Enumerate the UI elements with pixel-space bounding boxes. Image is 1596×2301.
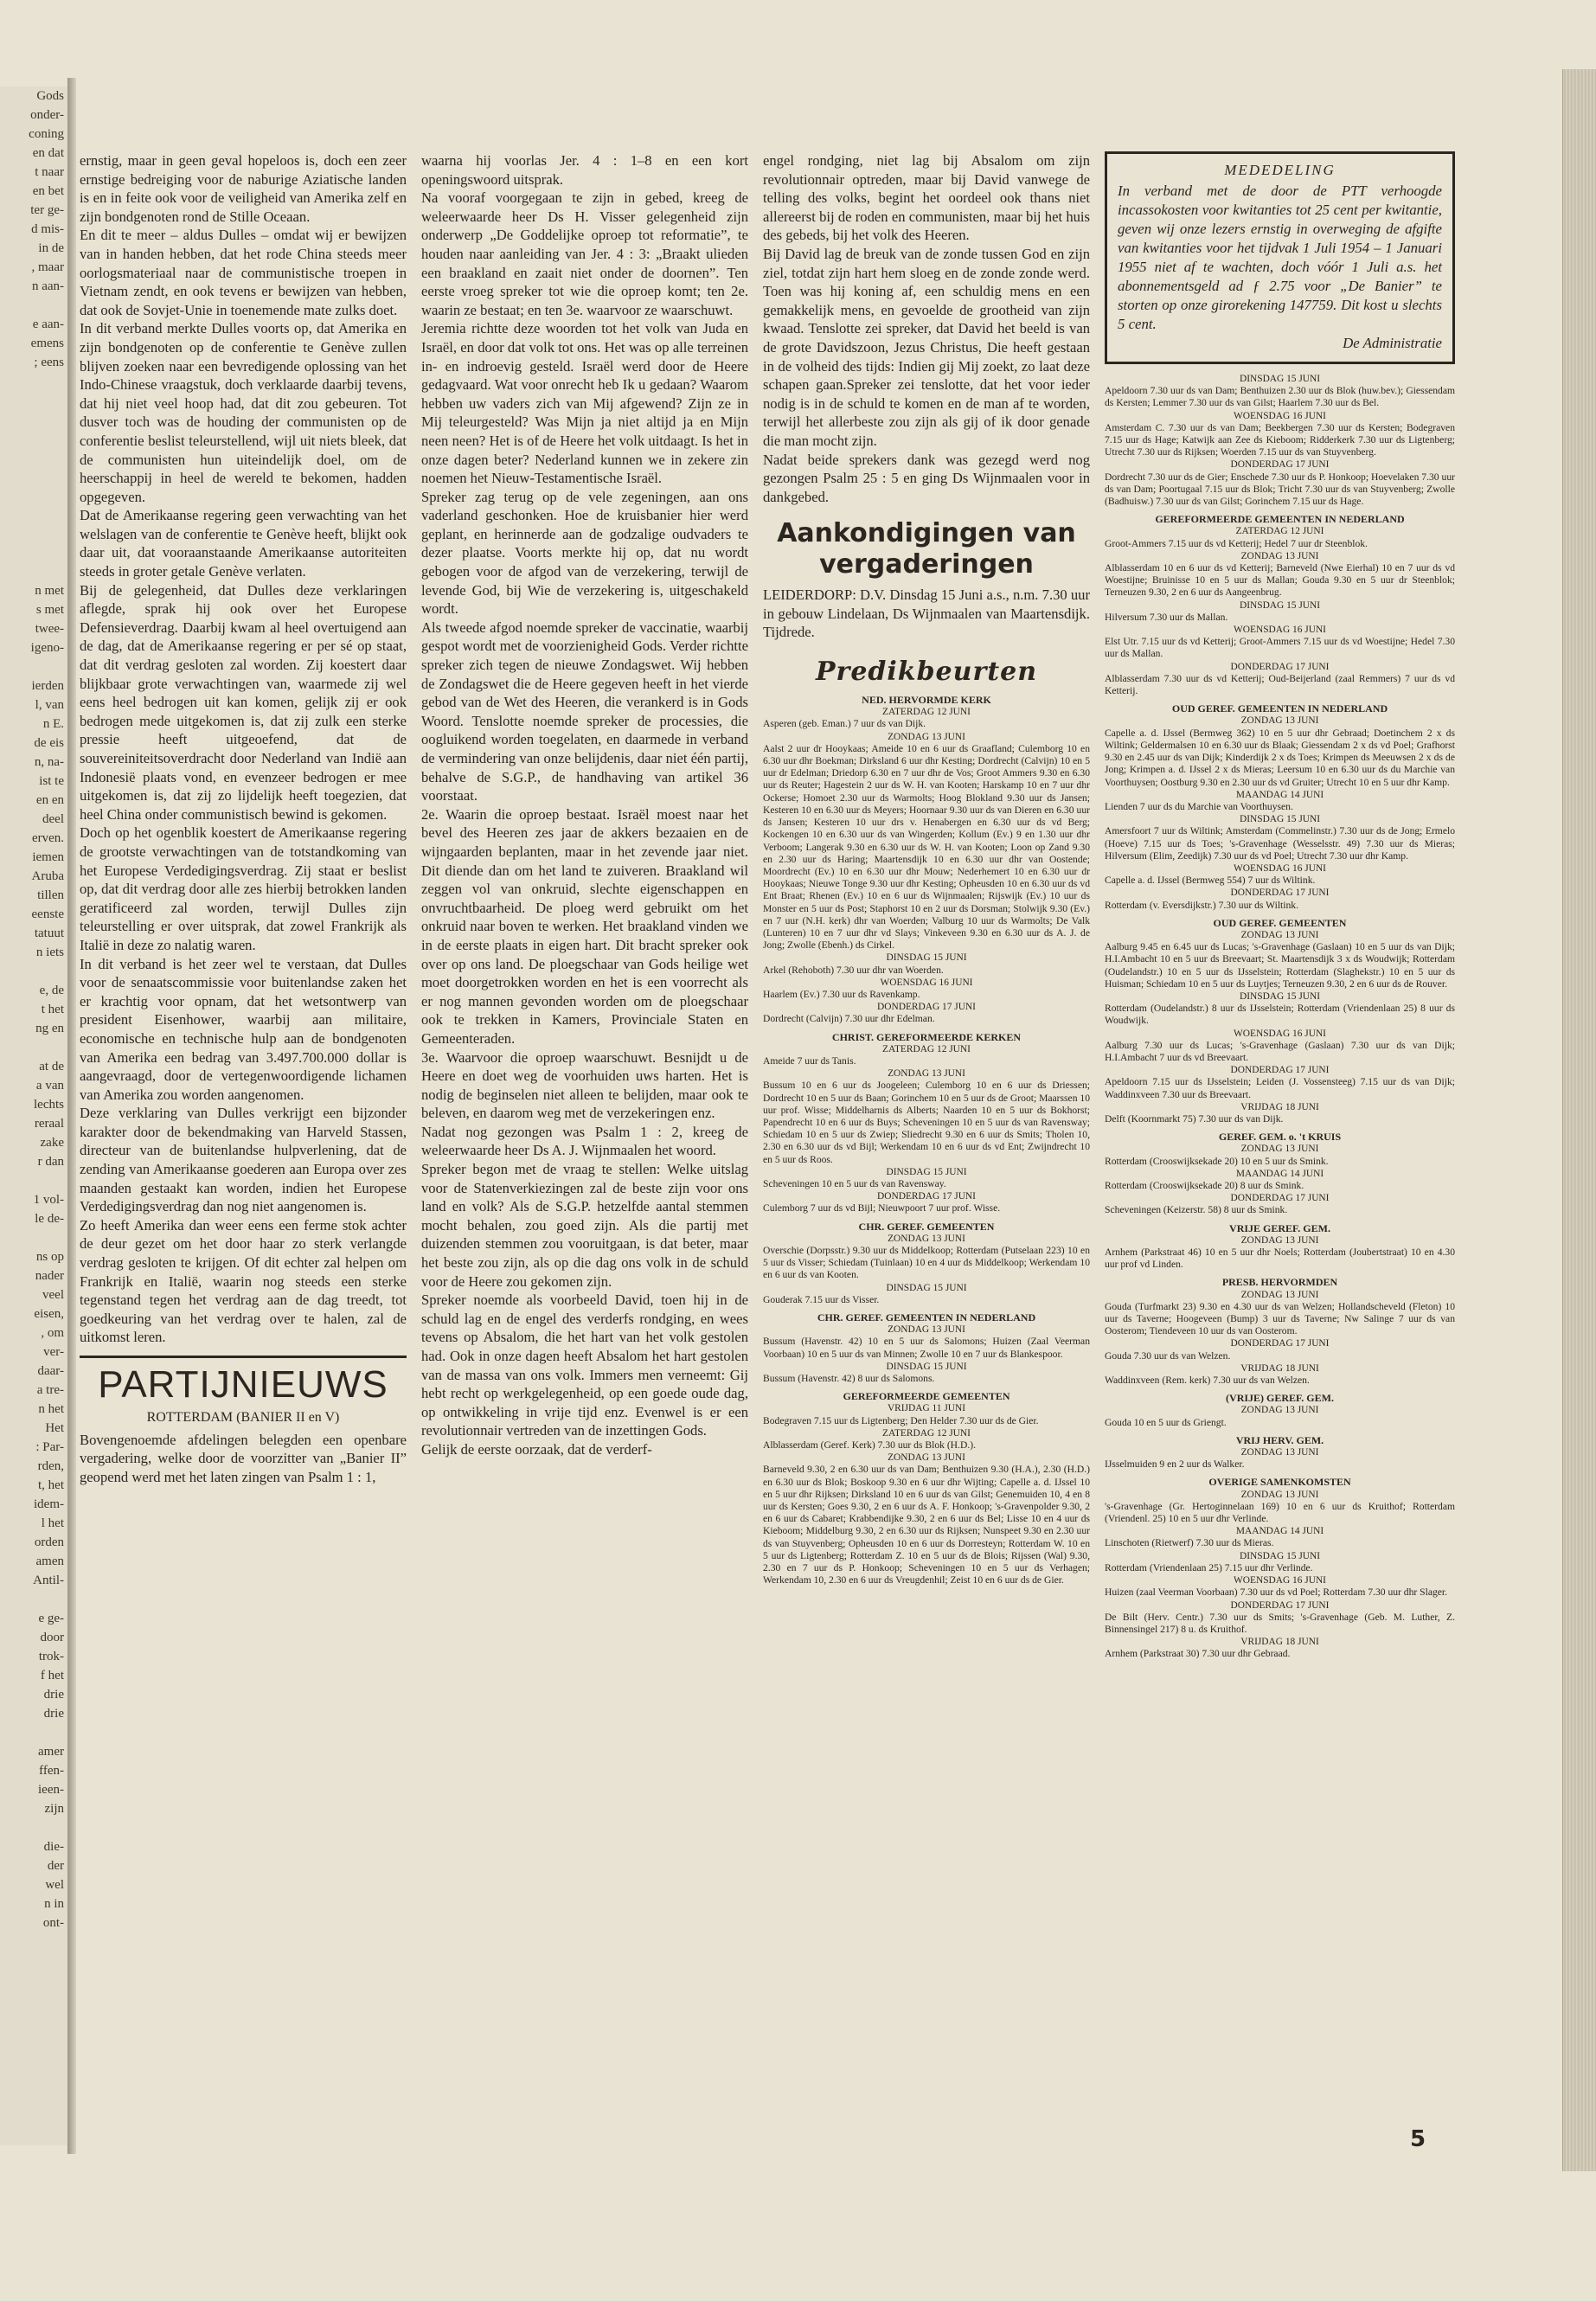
column-3-body: [763, 151, 1090, 506]
date-heading: ZATERDAG 12 JUNI: [882, 1427, 971, 1439]
date-heading: MAANDAG 14 JUNI: [1235, 1168, 1324, 1179]
previous-page-fragment: veel: [42, 1288, 64, 1302]
previous-page-fragment: der: [47, 1859, 64, 1873]
previous-page-fragment: a van: [35, 1079, 64, 1093]
article-paragraph: Jeremia richtte deze woorden tot het volk van Juda en Israël, en door dat volk tot ons. Het was op alle terreinen in- en indroevig gesteld. Israël werd door de Heere gedagvaard. Wat voor onrecht heb Ik u gedaan? Waarom hebben uw vaders zich van Mij afgewend? Zijn ze in Mij teleurgesteld? Was Mijn ja niet altijd ja en Mijn neen neen? Het is of de Heere het volk uitdaagt. Is het in onze dagen beter? Nederland kunnen we in zekere zin noemen het Nieuw-Testamentische Israël.: [421, 320, 748, 487]
date-heading: DINSDAG 15 JUNI: [1239, 814, 1321, 825]
article-paragraph: Spreker noemde als voorbeeld David, toen hij in de schuld lag en de engel des verderfs rondging, en wees tevens op Absalom, die het hart van het volk gestolen had. Ook in onze dagen heeft Absalom het hart gestolen van de massa van ons volk. Immers men verneemt: Gij hebt recht op werkgelegenheid, op een goede oude dag, op ontwikkeling in vrije tijd enz. Evenwel is er een revolutionnair vertreden van de inzettingen Gods.: [421, 1292, 748, 1439]
service-listing: Barneveld 9.30, 2 en 6.30 uur ds van Dam; Benthuizen 9.30 (H.A.), 2.30 (H.D.) en 6.30 uur ds Blok; Boskoop 9.30 en 6 uur dhr Wijting; Capelle a. d. IJssel 10 en 5 uur dhr Rijksen; Dirksland 10 en 6 uur ds van Gilst; Genemuiden 10, 4 en 8 uur ds Kersten; Goes 9.30, 2 en 6 uur ds A. F. Honkoop; 's-Gravenpolder 9.30, 2 en 6 uur ds Cabaret; Krabbendijke 9.30, 2 en 6 uur ds Bel; Lisse 10 en 4 uur ds Kieboom; Middelburg 9.30, 2 en 6.30 uur ds Rijksen; Nunspeet 9.30 en 2.30 uur ds van Stuyvenberg; Opheusden 10 en 6 uur ds Dorresteyn; Rotterdam W. 10 en 5 uur ds Ligtenberg; Rotterdam Z. 10 en 5 uur ds de Blois; Rijssen (Wal) 9.30, 2.30 en 7 uur ds P. Honkoop; Scheveningen 10 en 5 uur ds Verhagen; Werkendam 10, 2.30 en 6 uur ds Vreugdenhil; Zeist 10 en 6 uur ds de Gier.: [763, 1464, 1090, 1586]
service-listing: Culemborg 7 uur ds vd Bijl; Nieuwpoort 7 uur prof. Wisse.: [763, 1202, 1001, 1215]
column-4: [1105, 151, 1455, 1661]
column-3: [763, 151, 1090, 1586]
date-heading: WOENSDAG 16 JUNI: [1234, 625, 1326, 636]
date-heading: ZATERDAG 12 JUNI: [882, 1043, 971, 1054]
service-listing: Arkel (Rehoboth) 7.30 uur dhr van Woerden.: [763, 964, 944, 976]
service-listing: Rotterdam (Crooswijksekade 20) 10 en 5 uur ds Smink.: [1105, 1155, 1329, 1167]
date-heading: DONDERDAG 17 JUNI: [1230, 1338, 1330, 1349]
stacked-pages-edge: [1562, 69, 1596, 2171]
service-listing: Gouda 10 en 5 uur ds Griengt.: [1105, 1416, 1227, 1428]
article-paragraph: engel rondging, niet lag bij Absalom om zijn revolutionnair optreden, maar bij David vanwege de telling des volks, begint het oordeel ook thans niet allereerst bij de roden en communisten, maar bij het huis des gebeds, bij het volk des Heeren.: [763, 152, 1090, 244]
previous-page-fragment: [0, 1590, 67, 1609]
date-heading: VRIJDAG 18 JUNI: [1240, 1101, 1319, 1112]
date-heading: DINSDAG 15 JUNI: [886, 1282, 967, 1293]
service-listing: Scheveningen 10 en 5 uur ds van Ravensway.: [763, 1177, 946, 1189]
previous-page-fragment: eisen,: [34, 1307, 64, 1321]
date-heading: ZATERDAG 12 JUNI: [882, 707, 971, 718]
previous-page-fragment: [0, 448, 67, 467]
date-heading: DONDERDAG 17 JUNI: [877, 1002, 976, 1013]
service-listing: Lienden 7 uur ds du Marchie van Voorthuysen.: [1105, 800, 1293, 812]
date-heading: DONDERDAG 17 JUNI: [1230, 1193, 1330, 1204]
previous-page-fragment: a tre-: [36, 1383, 64, 1397]
previous-page-fragment: t het: [41, 1003, 64, 1016]
previous-page-fragment: twee-: [35, 622, 64, 636]
service-listing: Elst Utr. 7.15 uur ds vd Ketterij; Groot-Ammers 7.15 uur ds vd Woestijne; Hedel 7.30 uur ds Mallan.: [1105, 636, 1455, 660]
column-2: [421, 151, 748, 1459]
previous-page-fragment: n het: [38, 1402, 64, 1416]
previous-page-fragment: [0, 562, 67, 581]
previous-page-fragment: Gods: [36, 89, 64, 103]
date-heading: DONDERDAG 17 JUNI: [1230, 1065, 1330, 1076]
previous-page-fragment: [0, 543, 67, 562]
date-heading: MAANDAG 14 JUNI: [1235, 789, 1324, 800]
article-paragraph: In dit verband merkte Dulles voorts op, dat Amerika en zijn bondgenoten op de conferentie te Genève zullen blijven zoeken naar een bevredigende oplossing van het Indo-Chinese vraagstuk, doch verklaarde daarbij tevens, dat hij niet veel hoop had, dat dit zou gebeuren. Tot dusver toch was de houding der communisten op de conferentie beslist teleurstellend, wijl uit niets bleek, dat de communisten hun uiteindelijk doel, om de heerschappij in heel de wereld te bekomen, hadden opgegeven.: [80, 320, 407, 505]
service-listing: Bussum 10 en 6 uur ds Joogeleen; Culemborg 10 en 6 uur ds Driessen; Dordrecht 10 en 5 uur ds Baan; Gorinchem 10 en 5 uur ds de Groot; Maarssen 10 uur prof. Wisse; Middelharnis ds Alberts; Naarden 10 en 5 uur ds Bokhorst; Papendrecht 10 en 6 uur ds Buys; Scheveningen 10 en 5 uur ds van Ravensway; Schiedam 10 en 5 uur ds Zwiep; Sliedrecht 9.30 en 6 uur ds Smits; Tholen 10, 2.30 en 6.30 uur ds vd Bijl; Werkendam 10 en 6 uur ds vd Ent; Zwijndrecht 10 en 5 uur ds Roos.: [763, 1080, 1090, 1165]
sermons-heading: Predikbeurten: [815, 657, 1038, 688]
previous-page-fragment: [0, 486, 67, 505]
notice-title: MEDEDELING: [1224, 162, 1336, 178]
service-listing: Waddinxveen (Rem. kerk) 7.30 uur ds van Welzen.: [1105, 1375, 1310, 1387]
previous-page-fragment: Aruba: [31, 869, 64, 883]
date-heading: ZATERDAG 12 JUNI: [1235, 526, 1324, 537]
previous-page-fragment: amer: [38, 1745, 64, 1759]
service-listing: Huizen (zaal Veerman Voorbaan) 7.30 uur ds vd Poel; Rotterdam 7.30 uur dhr Slager.: [1105, 1586, 1448, 1599]
previous-page-fragment: rden,: [37, 1459, 64, 1473]
date-heading: ZONDAG 13 JUNI: [1240, 1489, 1319, 1500]
previous-page-fragment: tillen: [37, 888, 64, 902]
date-heading: DONDERDAG 17 JUNI: [1230, 888, 1330, 899]
previous-page-fragment: emens: [30, 336, 64, 350]
previous-page-fragment: door: [40, 1631, 64, 1644]
date-heading: ZONDAG 13 JUNI: [888, 1452, 965, 1464]
date-heading: ZONDAG 13 JUNI: [1240, 1447, 1319, 1458]
service-listing: Asperen (geb. Eman.) 7 uur ds van Dijk.: [763, 718, 926, 730]
service-listing: Alblasserdam 10 en 6 uur ds vd Ketterij; Barneveld (Nwe Eierhal) 10 en 7 uur ds vd Woestijne; Bruinisse 10 en 5 uur ds Mallan; Gouda 9.30 en 5 uur dr Steenblok; Terneuzen 9.30, 2 en 6 uur ds Aangeenbrug.: [1105, 562, 1455, 599]
date-heading: WOENSDAG 16 JUNI: [1234, 1028, 1326, 1039]
previous-page-fragment: orden: [34, 1535, 64, 1549]
previous-page-fragment: [0, 1228, 67, 1247]
service-listing: Dordrecht 7.30 uur ds de Gier; Enschede 7.30 uur ds P. Honkoop; Hoevelaken 7.30 uur ds van Dam; Poortugaal 7.15 uur ds Blok; Tricht 7.30 uur ds van Stuyvenberg; Zwolle (Badhuisw.) 7.30 uur ds van Gilst; Gorinchem 7.15 uur ds Hage.: [1105, 471, 1455, 508]
previous-page-edge: [0, 87, 70, 2145]
article-paragraph: Doch op het ogenblik koestert de Amerikaanse regering de grootste verwachtingen van de totstandkoming van het Europese Verdedigingsverdrag. Zij staat er beslist op, dat dit verdrag door alle zes hierbij betrokken landen geratificeerd zal worden, terwijl Dulles zijn teleurstelling er over uitsprak, dat zowel Frankrijk als Italië in deze zo nalatig waren.: [80, 824, 407, 953]
previous-page-fragment: [0, 372, 67, 391]
date-heading: VRIJDAG 11 JUNI: [887, 1403, 966, 1414]
church-heading: CHRIST. GEREFORMEERDE KERKEN: [831, 1030, 1022, 1043]
service-listing: Arnhem (Parkstraat 30) 7.30 uur dhr Gebraad.: [1105, 1648, 1291, 1660]
previous-page-fragment: [0, 391, 67, 410]
previous-page-fragment: in de: [38, 241, 64, 255]
church-heading: CHR. GEREF. GEMEENTEN: [858, 1220, 995, 1233]
previous-page-fragment: n E.: [42, 717, 64, 731]
article-paragraph: En dit te meer – aldus Dulles – omdat wij er bewijzen van in handen hebben, dat het rode China steeds meer oorlogsmateriaal naar de communistische troepen in Vietnam zendt, en ook tevens er bewijzen van hebben, dat ook de Sovjet-Unie in toenemende mate zulks doet.: [80, 227, 407, 318]
date-heading: DINSDAG 15 JUNI: [886, 1361, 967, 1372]
article-paragraph: ernstig, maar in geen geval hopeloos is, doch een zeer ernstige bedreiging voor de naburige Aziatische landen is en in feite ook voor de veiligheid van Amerika zelf en zijn bondgenoten rond de Stille Oceaan.: [80, 152, 407, 225]
previous-page-fragment: [0, 1818, 67, 1837]
previous-page-fragment: t, het: [38, 1478, 64, 1492]
previous-page-fragment: ter ge-: [30, 203, 64, 217]
previous-page-fragment: nader: [35, 1269, 64, 1283]
church-heading: GEREFORMEERDE GEMEENTEN IN NEDERLAND: [1155, 513, 1405, 526]
service-listing: Gouda 7.30 uur ds van Welzen.: [1105, 1349, 1231, 1362]
service-listing: Gouda (Turfmarkt 23) 9.30 en 4.30 uur ds van Welzen; Hollandscheveld (Fleton) 10 uur ds Taverne; Hoogeveen (Bump) 3 uur ds Taverne; Nw Salinge 7 uur ds van Oosterom; Tiendeveen 10 uur ds van Oosterom.: [1105, 1300, 1455, 1337]
church-heading: OVERIGE SAMENKOMSTEN: [1208, 1476, 1351, 1489]
date-heading: ZONDAG 13 JUNI: [1240, 1289, 1319, 1300]
article-paragraph: Spreker begon met de vraag te stellen: Welke uitslag voor de Statenverkiezingen zal de beste zijn voor ons land en volk? Als de S.G.P. hetzelfde aantal stemmen mocht behalen, zou goed zijn. Als die partij met duizenden stemmen zou vooruitgaan, is dat beter, maar het beste zou zijn, als op die dag ons volk in de schuld voor de Heere zou gekomen zijn.: [421, 1161, 748, 1290]
service-listing: Hilversum 7.30 uur ds Mallan.: [1105, 611, 1228, 623]
service-listing: Alblasserdam 7.30 uur ds vd Ketterij; Oud-Beijerland (zaal Remmers) 7 uur ds vd Ketterij.: [1105, 672, 1455, 697]
article-paragraph: Deze verklaring van Dulles verkrijgt een bijzonder karakter door de bekendmaking van Harveld Stassen, directeur van de buitenlandse hulpverlening, dat de zending van Amerikaanse goederen aan Europa over zes maanden gestaakt kan worden, indien het Europese Verdedigingsverdrag dan nog niet aangenomen is.: [80, 1105, 407, 1215]
service-listing: Alblasserdam (Geref. Kerk) 7.30 uur ds Blok (H.D.).: [763, 1439, 976, 1452]
date-heading: DINSDAG 15 JUNI: [886, 1166, 967, 1177]
previous-page-fragment: en en: [35, 793, 64, 807]
date-heading: ZONDAG 13 JUNI: [1240, 1405, 1319, 1416]
date-heading: WOENSDAG 16 JUNI: [1234, 1575, 1326, 1586]
date-heading: WOENSDAG 16 JUNI: [1234, 410, 1326, 421]
service-listing: Scheveningen (Keizerstr. 58) 8 uur ds Smink.: [1105, 1204, 1288, 1216]
article-paragraph: waarna hij voorlas Jer. 4 : 1–8 en een kort openingswoord uitsprak.: [421, 152, 748, 188]
previous-page-fragment: zake: [40, 1136, 64, 1150]
previous-page-fragment: e ge-: [38, 1612, 64, 1625]
previous-page-fragment: [0, 296, 67, 315]
party-news-text: Bovengenoemde afdelingen belegden een openbare vergadering, welke door de voorzitter van „Banier II” geopend werd met het laten zingen van Psalm 1 : 1,: [80, 1431, 407, 1485]
article-paragraph: 2e. Waarin die oproep bestaat. Israël moest naar het bevel des Heeren zes jaar de akkers bezaaien en de wijngaarden beplanten, maar in het zevende jaar niet. Dit diende dan om het land te zuiveren. Braakland wil zeggen vol van onkruid, slechte eigenschappen en onvruchtbaarheid. De ploeg werd gebruikt om het onkruid naar boven te werken. Het braakland vinden we in de eerste plaats in eigen hart. Dit bracht spreker ook over op ons land. De ploegschaar van Gods heilige wet moet doorgetrokken worden en het is een voorrecht als er nog mannen gevonden worden om de ploegschaar ook te trekken in Kamers, Provinciale Staten en Gemeenteraden.: [421, 805, 748, 1047]
previous-page-fragment: eenste: [31, 907, 64, 921]
previous-page-fragment: : Par-: [35, 1440, 64, 1454]
date-heading: ZONDAG 13 JUNI: [888, 1324, 965, 1336]
service-listing: Dordrecht (Calvijn) 7.30 uur dhr Edelman.: [763, 1013, 935, 1025]
date-heading: ZONDAG 13 JUNI: [888, 1068, 965, 1080]
service-listing: Gouderak 7.15 uur ds Visser.: [763, 1293, 880, 1305]
previous-page-fragment: d mis-: [31, 222, 64, 236]
service-listing: IJsselmuiden 9 en 2 uur ds Walker.: [1105, 1458, 1245, 1471]
article-paragraph: Nadat beide sprekers dank was gezegd werd nog gezongen Psalm 25 : 5 en ging Ds Wijnmaalen voor in dankgebed.: [763, 451, 1090, 505]
date-heading: DINSDAG 15 JUNI: [1239, 599, 1321, 611]
service-listing: Delft (Koornmarkt 75) 7.30 uur ds van Dijk.: [1105, 1112, 1284, 1125]
previous-page-fragment: wel: [45, 1878, 64, 1892]
previous-page-fragment: die-: [43, 1840, 64, 1854]
service-listing: Linschoten (Rietwerf) 7.30 uur ds Mieras.: [1105, 1537, 1274, 1549]
previous-page-fragment: ffen-: [39, 1764, 64, 1778]
previous-page-fragment: ns op: [35, 1250, 64, 1264]
previous-page-fragment: ver-: [43, 1345, 64, 1359]
church-heading: CHR. GEREF. GEMEENTEN IN NEDERLAND: [817, 1311, 1036, 1324]
previous-page-fragment: [0, 962, 67, 981]
date-heading: ZONDAG 13 JUNI: [1240, 929, 1319, 940]
previous-page-fragment: trok-: [38, 1650, 64, 1663]
service-listing: Haarlem (Ev.) 7.30 uur ds Ravenkamp.: [763, 988, 920, 1000]
sermons-listing-col4: [1105, 373, 1455, 1661]
previous-page-fragment: en bet: [32, 184, 64, 198]
date-heading: ZONDAG 13 JUNI: [1240, 1234, 1319, 1246]
article-paragraph: Zo heeft Amerika dan weer eens een ferme stok achter de deur gezet om het door haar zo sterk verlangde verdrag gesloten te krijgen. Of dit echter zal helpen om Frankrijk en Italië, waarin nog steeds een sterke tegenstand tegen het verdrag aan de dag treedt, tot goedkeuring van het verdrag over te halen, zal de uitkomst leren.: [80, 1216, 407, 1346]
sermons-listing-col3: [763, 694, 1090, 1586]
article-paragraph: In dit verband is het zeer wel te verstaan, dat Dulles voor de senaatscommissie voor buitenlandse zaken het er krachtig voor opnam, dat het wetsontwerp van president Eisenhower, waarbij aan militaire, economische en technische hulp aan de bondgenoten van Amerika een bedrag van 3.497.700.000 dollar is aangevraagd, door de vertegenwoordigende lichamen van Amerika zou worden aangenomen.: [80, 955, 407, 1103]
date-heading: DONDERDAG 17 JUNI: [1230, 459, 1330, 471]
article-paragraph: Spreker zag terug op de vele zegeningen, aan ons vaderland geschonken. Hoe de kruisbanier hier werd geplant, en herinnerde aan de godzalige oudvaders te dezer plaatse. Voorts merkte hij op, dat nu wordt gebogen voor de afgod van de verzekering, terwijl de levende God, bij Wie de verzekering is, uitgeschakeld wordt.: [421, 488, 748, 618]
previous-page-fragment: t naar: [35, 165, 64, 179]
church-heading: OUD GEREF. GEMEENTEN: [1213, 916, 1347, 929]
previous-page-fragment: n aan-: [31, 279, 64, 293]
previous-page-fragment: n in: [44, 1897, 64, 1911]
date-heading: ZONDAG 13 JUNI: [1240, 550, 1319, 561]
date-heading: ZONDAG 13 JUNI: [888, 1233, 965, 1244]
service-listing: Overschie (Dorpsstr.) 9.30 uur ds Middelkoop; Rotterdam (Putselaan 223) 10 en 5 uur ds Visser; Schiedam (Tuinlaan) 10 en 4 uur ds Middelkoop; Werkendam 10 en 6 uur ds van Kooten.: [763, 1245, 1090, 1281]
previous-page-fragment: n met: [35, 584, 64, 598]
service-listing: De Bilt (Herv. Centr.) 7.30 uur ds Smits; 's-Gravenhage (Geb. M. Luther, Z. Binnensingel 217) 8 u. ds Kruithof.: [1105, 1611, 1455, 1635]
previous-page-fragment: [0, 410, 67, 429]
service-listing: Apeldoorn 7.15 uur ds IJsselstein; Leiden (J. Vossensteeg) 7.15 uur ds van Dijk; Waddinxveen 7.30 uur ds Breevaart.: [1105, 1076, 1455, 1100]
article-paragraph: Na vooraf voorgegaan te zijn in gebed, kreeg de weleerwaarde heer Ds H. Visser gelegenheid zijn onderwerp „De Goddelijke oproep tot reformatie”, te houden naar aanleiding van Jer. 4 : 3: „Braakt ulieden een braakland en zaait niet onder de doornen”. Ten eerste vroeg spreker tot wie die oproep komt; ten 2e. waarin ze bestaat; en ten 3e. waarvoor ze waarschuwt.: [421, 189, 748, 318]
previous-page-fragment: [0, 1038, 67, 1057]
previous-page-fragment: [0, 429, 67, 448]
date-heading: DINSDAG 15 JUNI: [1239, 990, 1321, 1002]
previous-page-fragment: de eis: [34, 736, 64, 750]
page-binding-shadow: [67, 78, 76, 2154]
previous-page-fragment: 1 vol-: [33, 1193, 64, 1207]
service-listing: Bussum (Havenstr. 42) 8 uur ds Salomons.: [763, 1373, 935, 1385]
article-paragraph: Bij de gelegenheid, dat Dulles deze verklaringen aflegde, sprak hij ook over het Europese Defensieverdrag. Daarbij kwam al heel overtuigend aan de dag, dat de Amerikaanse regering er per sé op staat, dat dit verdrag gesloten zal worden. Zij koestert daar blijkbaar grote verwachtingen van, waarmede zij wel eens heel bedrogen uit kan komen, gelijk zij er ook bedrogen mede uitgekomen is, dat zij zulk een sterke pressie heeft uitgeoefend, dat de souvereiniteitsoverdracht door Nederland van Indië aan Indonesië plaats vond, en evenzeer bedrogen er mee uitgekomen is, dat zij zo lijdelijk heeft toegezien, dat heel China onder communistisch bewind is gekomen.: [80, 581, 407, 823]
article-paragraph: 3e. Waarvoor die oproep waarschuwt. Besnijdt u de Heere en doet weg de voorhuiden uws harten. Het is nodig de beginselen niet alleen te belijden, maar ook te beleven, en daarom weg met de verzekeringen enz.: [421, 1048, 748, 1122]
service-listing: Aalburg 9.45 en 6.45 uur ds Lucas; 's-Gravenhage (Gaslaan) 10 en 5 uur ds van Dijk; H.I.Ambacht 10 en 5 uur ds Breevaart; St. Maartensdijk 3 x ds Woudwijk; Rotterdam (Oudelandstr.) 10 en 5 uur ds IJsselstein; Rotterdam (Slaghekstr.) 10 en 5 uur ds Huisman; Schiedam 10 en 5 uur ds Luytjes; Terneuzen 9.30, 2 en 6 uur ds de Rouver.: [1105, 941, 1455, 990]
previous-page-fragment: ; eens: [34, 356, 64, 369]
date-heading: VRIJDAG 18 JUNI: [1240, 1637, 1319, 1648]
previous-page-fragment: ont-: [42, 1916, 64, 1930]
service-listing: Capelle a. d. IJssel (Bermweg 554) 7 uur ds Wiltink.: [1105, 875, 1316, 887]
church-heading: VRIJE GEREF. GEM.: [1229, 1221, 1330, 1234]
previous-page-fragment: [0, 1723, 67, 1742]
service-listing: Rotterdam (v. Eversdijkstr.) 7.30 uur ds Wiltink.: [1105, 899, 1298, 911]
previous-page-fragment: [0, 1171, 67, 1190]
column-2-body: [421, 151, 748, 1459]
service-listing: Amsterdam C. 7.30 uur ds van Dam; Beekbergen 7.30 uur ds Kersten; Bodegraven 7.15 uur ds Hage; Katwijk aan Zee ds Kieboom; Ridderkerk 7.30 uur ds Ligtenberg; Utrecht 7.30 uur ds Rijksen; Woerden 7.15 uur ds van Stuyvenberg.: [1105, 421, 1455, 458]
service-listing: 's-Gravenhage (Gr. Hertoginnelaan 169) 10 en 6 uur ds Kruithof; Rotterdam (Vriendenl. 25) 10 en 5 uur dhr Verlinde.: [1105, 1500, 1455, 1525]
party-news-subtitle: ROTTERDAM (BANIER II en V): [146, 1410, 340, 1425]
date-heading: VRIJDAG 18 JUNI: [1240, 1362, 1319, 1374]
article-paragraph: Gelijk de eerste oorzaak, dat de verderf-: [421, 1440, 652, 1458]
previous-page-fragment: e, de: [39, 984, 64, 997]
previous-page-fragment: idem-: [34, 1497, 64, 1511]
meetings-text: LEIDERDORP: D.V. Dinsdag 15 Juni a.s., n.m. 7.30 uur in gebouw Lindelaan, Ds Wijnmaalen van Maartensdijk. Tijdrede.: [763, 586, 1090, 641]
date-heading: ZONDAG 13 JUNI: [1240, 715, 1319, 727]
service-listing: Bodegraven 7.15 uur ds Ligtenberg; Den Helder 7.30 uur ds de Gier.: [763, 1414, 1039, 1426]
date-heading: ZONDAG 13 JUNI: [888, 731, 965, 742]
previous-page-fragment: l, van: [35, 698, 64, 712]
date-heading: DONDERDAG 17 JUNI: [877, 1191, 976, 1202]
article-paragraph: Nadat nog gezongen was Psalm 1 : 2, kreeg de weleerwaarde heer Ds A. J. Wijnmaalen het woord.: [421, 1123, 748, 1159]
previous-page-fragment: [0, 657, 67, 676]
service-listing: Aalburg 7.30 uur ds Lucas; 's-Gravenhage (Gaslaan) 7.30 uur ds van Dijk; H.I.Ambacht 7 uur ds vd Breevaart.: [1105, 1039, 1455, 1063]
church-heading: GEREF. GEM. o. 't KRUIS: [1218, 1131, 1342, 1144]
page-number: 5: [1410, 2126, 1426, 2152]
service-listing: Amersfoort 7 uur ds Wiltink; Amsterdam (Commelinstr.) 7.30 uur ds de Jong; Ermelo (Hoeve) 7.15 uur ds Toes; 's-Gravenhage (Wesselsstr. 49) 7.30 uur ds Mieras; Hilversum (Elim, Zeedijk) 7.30 uur ds vd Poel; Utrecht 7.30 uur dhr Kamp.: [1105, 825, 1455, 862]
previous-page-fragment: e aan-: [32, 317, 64, 331]
previous-page-fragment: lechts: [34, 1098, 64, 1112]
date-heading: ZONDAG 13 JUNI: [1240, 1144, 1319, 1155]
column-1: [80, 151, 407, 1486]
previous-page-fragment: drie: [43, 1707, 64, 1721]
previous-page-fragment: r dan: [37, 1155, 64, 1169]
date-heading: DONDERDAG 17 JUNI: [1230, 1599, 1330, 1611]
previous-page-fragment: at de: [39, 1060, 64, 1074]
service-listing: Bussum (Havenstr. 42) 10 en 5 uur ds Salomons; Huizen (Zaal Veerman Voorbaan) 10 en 5 uur ds van Minnen; Zwolle 10 en 7 uur ds Blankespoor.: [763, 1336, 1090, 1360]
previous-page-fragment: deel: [42, 812, 64, 826]
meetings-heading: Aankondigingen van vergaderingen: [777, 518, 1076, 580]
notice-box: [1105, 151, 1455, 364]
service-listing: Rotterdam (Vriendenlaan 25) 7.15 uur dhr Verlinde.: [1105, 1561, 1313, 1574]
date-heading: WOENSDAG 16 JUNI: [1234, 862, 1326, 874]
party-news-title: PARTIJNIEUWS: [80, 1356, 407, 1407]
previous-page-fragment: erven.: [31, 831, 64, 845]
previous-page-fragment: tatuut: [34, 926, 64, 940]
date-heading: DINSDAG 15 JUNI: [1239, 374, 1321, 384]
previous-page-fragment: onder-: [30, 108, 64, 122]
previous-page-fragment: drie: [43, 1688, 64, 1702]
church-heading: (VRIJE) GEREF. GEM.: [1226, 1392, 1334, 1405]
previous-page-fragment: , om: [41, 1326, 64, 1340]
service-listing: Rotterdam (Oudelandstr.) 8 uur ds IJsselstein; Rotterdam (Vriendenlaan 25) 8 uur ds Woudwijk.: [1105, 1003, 1455, 1027]
previous-page-fragment: Antil-: [33, 1574, 64, 1587]
church-heading: OUD GEREF. GEMEENTEN IN NEDERLAND: [1171, 702, 1388, 715]
date-heading: WOENSDAG 16 JUNI: [880, 977, 973, 988]
previous-page-fragment: Het: [45, 1421, 64, 1435]
previous-page-fragment: amen: [35, 1554, 64, 1568]
previous-page-fragment: [0, 467, 67, 486]
previous-page-fragment: [0, 505, 67, 524]
previous-page-fragment: le de-: [35, 1212, 64, 1226]
previous-page-fragment: ierden: [31, 679, 64, 693]
previous-page-fragment: n, na-: [34, 755, 64, 769]
previous-page-fragment: n iets: [35, 945, 64, 959]
service-listing: Aalst 2 uur dr Hooykaas; Ameide 10 en 6 uur ds Graafland; Culemborg 10 en 6.30 uur dhr Boekman; Dirksland 6 uur dhr Kesting; Dordrecht (Calvijn) 10 en 5 uur dr Edelman; Driedorp 6.30 en 7 uur dhr de Vos; Groot Ammers 9.30 en 6.30 uur ds Reuter; Hagestein 2 uur ds W. H. van Kooten; Harskamp 10 en 7 uur dhr Ockerse; Homoet 2.30 uur ds Warmolts; Hoog Blokland 9.30 uur ds Jansen; Kesteren 10 en 6.30 uur ds Meyers; Hoornaar 9.30 uur ds van Dieren en 6.30 uur ds Jansen; Kesteren 10 uur drs v. Henabergen en 6.30 uur ds vd Berg; Kockengen 10 en 6.30 uur ds van Wingerden; Kollum (Ev.) 9 en 1.30 uur dhr Verboom; Langerak 9.30 en 6.30 uur ds W. H. van Kooten; Loon op Zand 9.30 en 2.30 uur ds Haring; Maartensdijk 10 en 6.30 uur dhr van Oostende; Moordrecht (Ev.) 10 en 6.30 uur dhr Mouw; Nederhemert 10 en 6.30 uur dr Hooykaas; Nieuwe Tonge 9.30 uur dhr Kesting; Opheusden 10 en 6.30 uur ds vd Ent Braat; Rhenen (Ev.) 10 en 6 uur ds Wijnmaalen; Rijswijk (Ev.) 10 uur ds Monster en 5 uur ds Post; Staphorst 10 en 2 uur ds Dorsman; Stolwijk 9.30 (Ev.) en 7 uur (N.H. kerk) dhr van Woerden; Valburg 10 uur ds Warmolts; De Valk (Lunteren) 10 en 7 uur dhr vd Slays; Vinkeveen 9.30 en 6.30 uur ds A. J. de Jong; Zwolle (Ebenh.) ds Cirkel.: [763, 742, 1090, 952]
previous-page-fragment: en dat: [32, 146, 64, 160]
church-heading: NED. HERVORMDE KERK: [862, 694, 991, 707]
article-paragraph: Als tweede afgod noemde spreker de vaccinatie, waarbij gespot wordt met de voorzienigheid Gods. Verder richtte spreker zich tegen de nieuwe Zondagswet. Wij hebben de Zondagswet die de Heere gegeven heeft in het vierde gebod van de Wet des Heeren, die verankerd is in Gods Woord. Tenslotte noemde spreker de processies, die oogluikend worden toegelaten, en daarmede in verband de vermindering van onze belijdenis, daar niet één partij, behalve de S.G.P., de handhaving van artikel 36 voorstaat.: [421, 619, 748, 804]
date-heading: DINSDAG 15 JUNI: [1239, 1550, 1321, 1561]
column-1-body: [80, 151, 407, 1347]
previous-page-fragment: iemen: [32, 850, 64, 864]
previous-page-fragment: coning: [29, 127, 64, 141]
article-paragraph: Dat de Amerikaanse regering geen verwachting van het welslagen van de conferentie te Genève heeft, blijkt ook daar uit, dat vooraanstaande Amerikaanse autoriteiten steeds in groter getale Genève verlaten.: [80, 507, 407, 580]
previous-page-fragment: daar-: [37, 1364, 64, 1378]
previous-page-fragment: ieen-: [38, 1783, 64, 1797]
date-heading: DINSDAG 15 JUNI: [886, 952, 967, 964]
service-listing: Apeldoorn 7.30 uur ds van Dam; Benthuizen 2.30 uur ds Blok (huw.bev.); Giessendam ds Kersten; Lemmer 7.30 uur ds van Gilst; Haarlem 7.30 uur ds Bel.: [1105, 385, 1455, 409]
service-listing: Groot-Ammers 7.15 uur ds vd Ketterij; Hedel 7 uur dr Steenblok.: [1105, 537, 1368, 549]
previous-page-fragment: reraal: [34, 1117, 64, 1131]
notice-text: In verband met de door de PTT verhoogde incassokosten voor kwitanties tot 25 cent per kwitantie, geven wij onze lezers ernstig in overweging de afgifte van kwitanties voor het tijdvak 1 Juli 1954 – 1 Januari 1955 niet af te wachten, doch vóór 1 Juli a.s. het abonnementsgeld ad ƒ 2.75 voor „De Banier” te storten op onze girorekening 147759. Dit kost u slechts 5 cent.: [1118, 183, 1442, 332]
church-heading: GEREFORMEERDE GEMEENTEN: [843, 1390, 1010, 1403]
previous-page-fragment: zijn: [44, 1802, 64, 1816]
service-listing: Arnhem (Parkstraat 46) 10 en 5 uur dhr Noels; Rotterdam (Joubertstraat) 10 en 4.30 uur prof vd Linden.: [1105, 1247, 1455, 1271]
service-listing: Capelle a. d. IJssel (Bermweg 362) 10 en 5 uur dhr Gebraad; Doetinchem 2 x ds Wiltink; Geldermalsen 10 en 6.30 uur ds Blaak; Giessendam 2 x ds vd Poel; Grafhorst 9.30 en 2.45 uur ds van Dijk; Kinderdijk 2 x ds Toes; Krimpen ds Meeuwsen 2 x ds de Jong; Krimpen a. d. IJssel 2 x ds Mieras; Leersum 10 en 6.30 uur ds du Marchie van Voorthuysen; Oostburg 9.30 en 2.30 uur ds vd Gruiter; Utrecht 10 en 5 uur dhr Kamp.: [1105, 727, 1455, 788]
previous-page-fragment: s met: [35, 603, 64, 617]
previous-page-fragment: f het: [40, 1669, 64, 1682]
previous-page-fragment: ng en: [35, 1022, 64, 1035]
previous-page-fragment: [0, 524, 67, 543]
notice-signature: De Administratie: [1343, 335, 1442, 351]
service-listing: Rotterdam (Crooswijksekade 20) 8 uur ds Smink.: [1105, 1180, 1304, 1191]
church-heading: VRIJ HERV. GEM.: [1235, 1433, 1324, 1446]
previous-page-fragment: l het: [41, 1516, 64, 1530]
previous-page-fragment: ist te: [39, 774, 64, 788]
previous-page-fragment: igeno-: [30, 641, 64, 655]
article-paragraph: Bij David lag de breuk van de zonde tussen God en zijn ziel, totdat zijn hart hem sloeg en de zonde zonde werd. Toen was hij koning af, een schuldig mens en een gemakkelijk mens, en gevoelde de grootheid van zijn kwaad. Tenslotte zei spreker, dat David het beeld is van de grote Davidszoon, Jezus Christus, Die heeft gestaan in de volheid des tijds: Indien gij Mij zoekt, zo laat deze schapen gaan.Spreker zei tenslotte, dat het voor ieder nodig is in de schuld te komen en de man af te worden, terwijl het allerbeste zou zijn als gij of ik door genade die man mocht zijn.: [763, 245, 1090, 449]
church-heading: PRESB. HERVORMDEN: [1221, 1276, 1338, 1289]
date-heading: MAANDAG 14 JUNI: [1235, 1526, 1324, 1537]
previous-page-fragment: , maar: [31, 260, 64, 274]
date-heading: DONDERDAG 17 JUNI: [1230, 661, 1330, 672]
service-listing: Ameide 7 uur ds Tanis.: [763, 1054, 856, 1067]
